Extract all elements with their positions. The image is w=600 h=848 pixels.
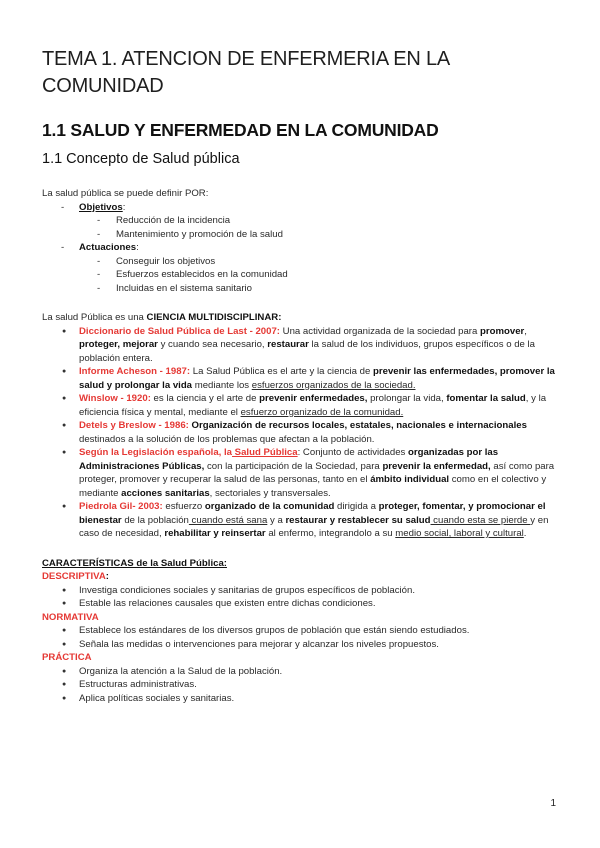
definition-last: ● Diccionario de Salud Pública de Last - 2007: Una actividad organizada de la sociedad para promover, proteger, mejorar y cuando sea necesario, restaurar la salud de los individuos, grupos específicos o de la población entera. — [42, 325, 562, 366]
list-item: - Objetivos: - Reducción de la incidencia - Mantenimiento y promoción de la salud — [42, 201, 562, 242]
definition-text: La salud pública se puede definir POR: — [42, 188, 209, 199]
list-item: - Esfuerzos establecidos en la comunidad — [79, 268, 562, 282]
list-item: ● Señala las medidas o intervenciones para mejorar y alcanzar los niveles propuestos. — [42, 638, 562, 652]
list-item: - Actuaciones: - Conseguir los objetivos - Esfuerzos establecidos en la comunidad - Incluidas en el sistema sanitario — [42, 241, 562, 295]
objetivos-label: Objetivos — [79, 201, 123, 213]
list-item: ● Organiza la atención a la Salud de la población. — [42, 665, 562, 679]
document-title: TEMA 1. ATENCION DE ENFERMERIA EN LA COMUNIDAD — [42, 48, 449, 97]
list-item: - Reducción de la incidencia — [79, 214, 562, 228]
list-item: - Incluidas en el sistema sanitario — [79, 282, 562, 296]
actuaciones-label: Actuaciones — [79, 242, 137, 253]
list-item: ● Investiga condiciones sociales y sanitarias de grupos específicos de población. — [42, 584, 562, 598]
list-item: - Mantenimiento y promoción de la salud — [79, 228, 562, 242]
caracteristicas-title: CARACTERÍSTICAS de la Salud Pública: — [42, 557, 227, 569]
science-lead: La salud Pública es una CIENCIA MULTIDISCIPLINAR: — [42, 312, 282, 323]
list-item: ● Establece los estándares de los diversos grupos de población que están siendo estudiados. — [42, 624, 562, 638]
section-heading: 1.1 SALUD Y ENFERMEDAD EN LA COMUNIDAD — [42, 120, 439, 140]
definition-legislacion: ● Según la Legislación española, la Salud Pública: Conjunto de actividades organizadas por las Administraciones Públicas, con la participación de la Sociedad, para prevenir la enfermedad, así como para proteger, promover y recuperar la salud de las personas, tanto en el ámbito individual como en el colectivo y mediante acciones sanitarias, sectoriales y transversales. — [42, 446, 562, 500]
practica-list — [42, 665, 562, 706]
normativa-heading: NORMATIVA — [42, 611, 99, 623]
descriptiva-list — [42, 584, 562, 611]
practica-heading: PRÁCTICA — [42, 652, 92, 663]
definition-piedrola: ● Piedrola Gil- 2003: esfuerzo organizado de la comunidad dirigida a proteger, fomentar, y promocionar el bienestar de la población cuando está sana y a restaurar y restablecer su salud cuando esta se pierde y en caso de necesidad, rehabilitar y reinsertar al enfermo, integrandolo a su medio social, laboral y cultural. — [42, 500, 562, 541]
list-item: - Conseguir los objetivos — [79, 255, 562, 269]
normativa-list — [42, 624, 562, 651]
document-page — [42, 0, 562, 705]
definition-acheson: ● Informe Acheson - 1987: La Salud Pública es el arte y la ciencia de prevenir las enfermedades, promover la salud y prolongar la vida mediante los esfuerzos organizados de la sociedad. — [42, 365, 562, 392]
page-number: 1 — [550, 798, 556, 809]
definition-detels: ● Detels y Breslow - 1986: Organización de recursos locales, estatales, nacionales e internacionales destinados a la solución de los problemas que afectan a la población. — [42, 419, 562, 446]
subsection-heading: 1.1 Concepto de Salud pública — [42, 151, 240, 167]
definition-winslow: ● Winslow - 1920: es la ciencia y el arte de prevenir enfermedades, prolongar la vida, fomentar la salud, y la eficiencia física y mental, mediante el esfuerzo organizado de la comunidad. — [42, 392, 562, 419]
list-item: ● Estructuras administrativas. — [42, 678, 562, 692]
list-item: ● Aplica políticas sociales y sanitarias. — [42, 692, 562, 706]
definitions-list — [42, 325, 562, 541]
list-item: ● Estable las relaciones causales que existen entre dichas condiciones. — [42, 597, 562, 611]
descriptiva-heading: DESCRIPTIVA: — [42, 571, 109, 582]
definition-list — [42, 201, 562, 296]
